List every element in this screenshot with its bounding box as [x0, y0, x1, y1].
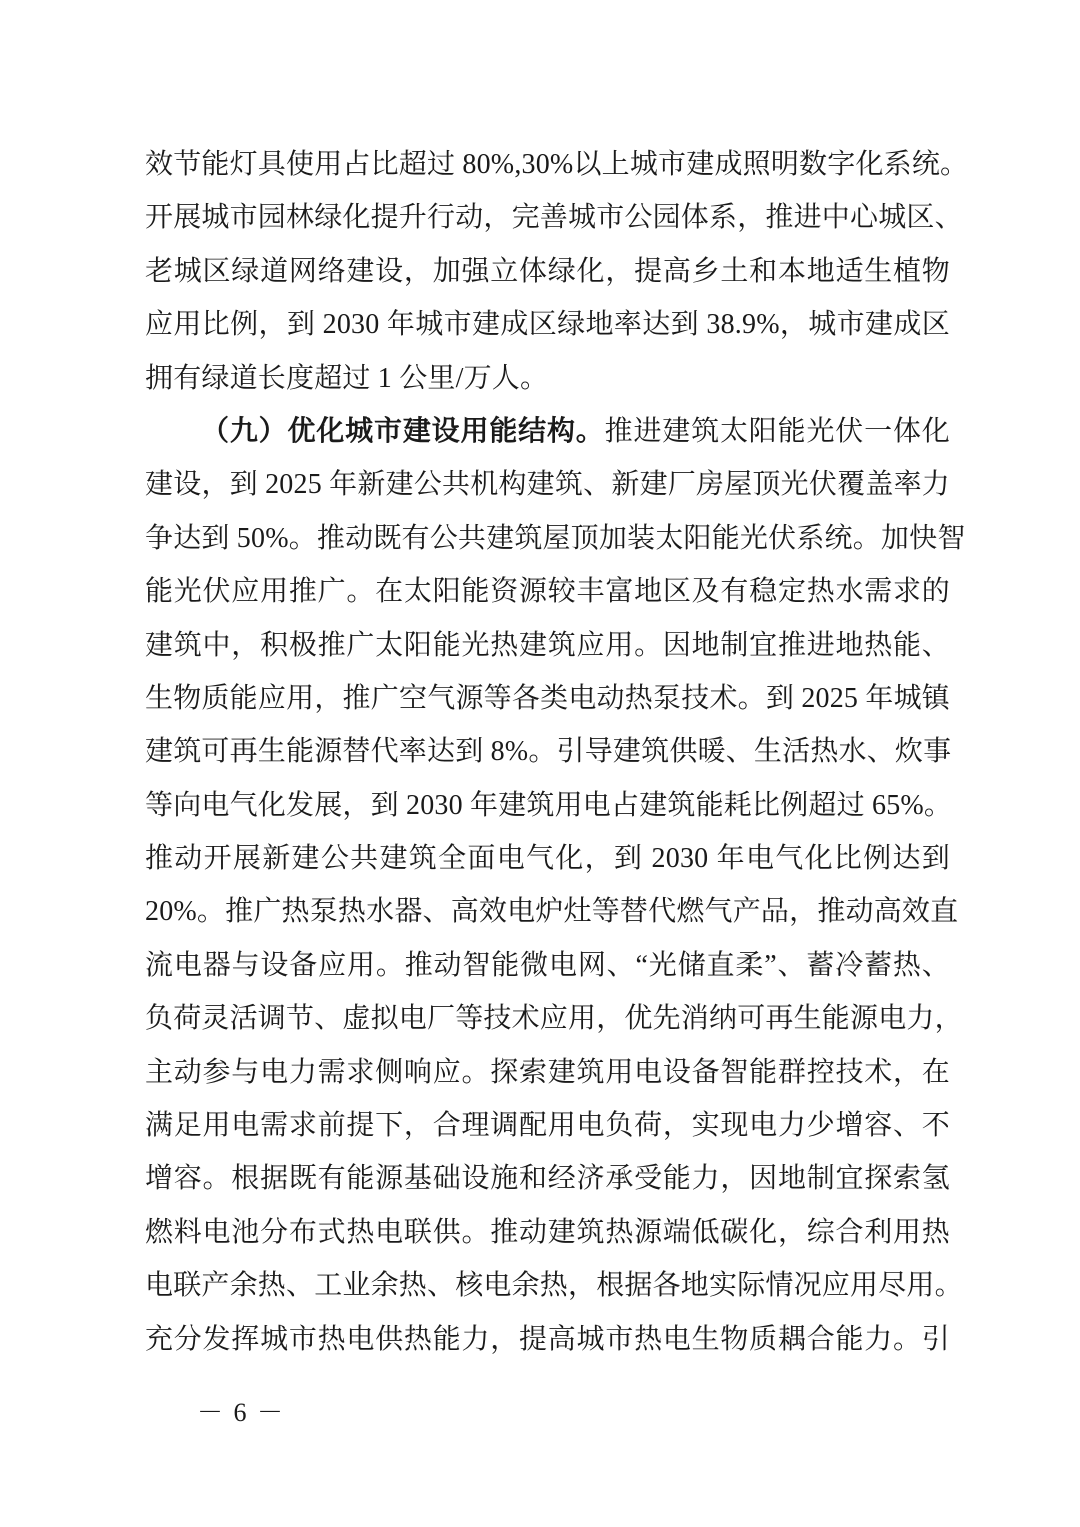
page-number: － 6 －: [197, 1398, 286, 1427]
text-line: 推动开展新建公共建筑全面电气化，到 2030 年电气化比例达到: [145, 843, 950, 875]
text-line: 燃料电池分布式热电联供。推动建筑热源端低碳化，综合利用热: [145, 1216, 950, 1248]
text-line: 负荷灵活调节、虚拟电厂等技术应用，优先消纳可再生能源电力，: [145, 1003, 963, 1035]
text-line: 建筑中，积极推广太阳能光热建筑应用。因地制宜推进地热能、: [145, 629, 950, 661]
text-line: [145, 405, 950, 458]
text-line: 老城区绿道网络建设，加强立体绿化，提高乡土和本地适生植物: [145, 255, 950, 287]
text-line: 20%。推广热泵热水器、高效电炉灶等替代燃气产品，推动高效直: [145, 896, 959, 928]
document-body: [145, 138, 969, 1366]
text-line: 电联产余热、工业余热、核电余热，根据各地实际情况应用尽用。: [145, 1270, 963, 1302]
text-line: 效节能灯具使用占比超过 80%,30%以上城市建成照明数字化系统。: [145, 149, 969, 180]
text-line: 建设，到 2025 年新建公共机构建筑、新建厂房屋顶光伏覆盖率力: [145, 469, 950, 501]
text-line: 等向电气化发展，到 2030 年建筑用电占建筑能耗比例超过 65%。: [145, 789, 953, 821]
text-line: 开展城市园林绿化提升行动，完善城市公园体系，推进中心城区、: [145, 202, 963, 234]
text-line: 拥有绿道长度超过 1 公里/万人。: [145, 362, 549, 394]
text-line: 增容。根据既有能源基础设施和经济承受能力，因地制宜探索氢: [145, 1163, 950, 1195]
text-line: 主动参与电力需求侧响应。探索建筑用电设备智能群控技术，在: [145, 1056, 950, 1088]
text-line: 满足用电需求前提下，合理调配用电负荷，实现电力少增容、不: [145, 1110, 950, 1142]
text-line: 争达到 50%。推动既有公共建筑屋顶加装太阳能光伏系统。加快智: [145, 522, 966, 554]
line-text: 推进建筑太阳能光伏一体化: [604, 415, 950, 447]
text-line: 能光伏应用推广。在太阳能资源较丰富地区及有稳定热水需求的: [145, 576, 950, 608]
text-line: 生物质能应用，推广空气源等各类电动热泵技术。到 2025 年城镇: [145, 682, 950, 714]
text-line: 建筑可再生能源替代率达到 8%。引导建筑供暖、生活热水、炊事: [145, 736, 952, 768]
text-line: 应用比例，到 2030 年城市建成区绿地率达到 38.9%，城市建成区: [145, 309, 950, 341]
section-heading: （九）优化城市建设用能结构。: [201, 415, 605, 447]
text-line: 充分发挥城市热电供热能力，提高城市热电生物质耦合能力。引: [145, 1323, 950, 1355]
text-line: 流电器与设备应用。推动智能微电网、“光储直柔”、蓄冷蓄热、: [145, 949, 950, 981]
